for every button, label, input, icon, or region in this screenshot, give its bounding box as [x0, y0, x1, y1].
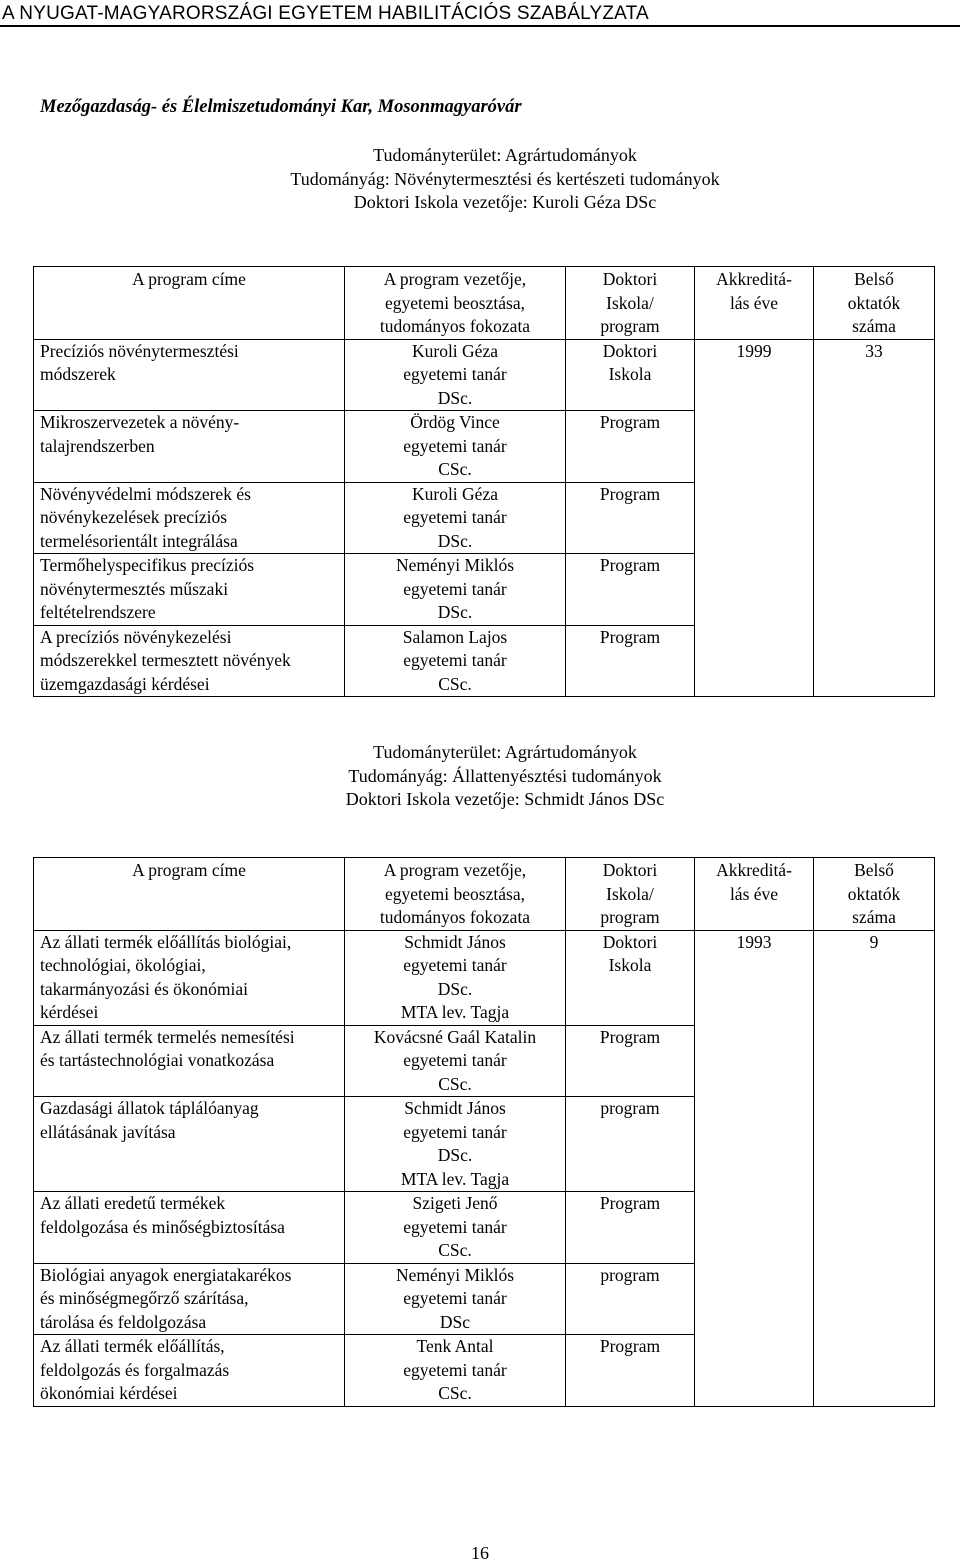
cell-program-title: A precíziós növénykezelési módszerekkel termesztett növények üzemgazdasági kérdései	[34, 625, 345, 697]
section-2-info	[0, 741, 960, 812]
table-row	[34, 930, 935, 1025]
table-row	[34, 1097, 935, 1192]
table-row	[34, 1192, 935, 1264]
cell-internal-staff-count	[814, 1192, 935, 1264]
cell-program-title: Precíziós növénytermesztési módszerek	[34, 339, 345, 411]
cell-internal-staff-count	[814, 1025, 935, 1097]
cell-accreditation-year: 1993	[695, 930, 814, 1025]
cell-program-title: Az állati eredetű termékek feldolgozása és minőségbiztosítása	[34, 1192, 345, 1264]
cell-doctoral-school: program	[566, 1263, 695, 1335]
cell-program-title: Mikroszervezetek a növény- talajrendszerben	[34, 411, 345, 483]
cell-internal-staff-count	[814, 1263, 935, 1335]
cell-internal-staff-count	[814, 625, 935, 697]
cell-accreditation-year	[695, 554, 814, 626]
section-2-head: Doktori Iskola vezetője: Schmidt János DSc	[345, 789, 665, 809]
cell-doctoral-school: Program	[566, 1335, 695, 1407]
header-accreditation-year: Akkreditá- lás éve	[695, 858, 814, 931]
section-2-field: Tudományterület: Agrártudományok	[373, 742, 637, 762]
cell-accreditation-year	[695, 1192, 814, 1264]
cell-program-leader: Schmidt János egyetemi tanár DSc. MTA lev. Tagja	[345, 1097, 566, 1192]
cell-doctoral-school: Program	[566, 411, 695, 483]
cell-doctoral-school: Program	[566, 1025, 695, 1097]
cell-program-title: Az állati termék termelés nemesítési és tartástechnológiai vonatkozása	[34, 1025, 345, 1097]
cell-doctoral-school: Program	[566, 482, 695, 554]
cell-program-leader: Tenk Antal egyetemi tanár CSc.	[345, 1335, 566, 1407]
table-row	[34, 482, 935, 554]
cell-program-title: Biológiai anyagok energiatakarékos és minőségmegőrző szárítása, tárolása és feldolgozása	[34, 1263, 345, 1335]
cell-program-leader: Kovácsné Gaál Katalin egyetemi tanár CSc.	[345, 1025, 566, 1097]
cell-internal-staff-count	[814, 411, 935, 483]
cell-program-leader: Neményi Miklós egyetemi tanár DSc	[345, 1263, 566, 1335]
cell-doctoral-school: Program	[566, 554, 695, 626]
cell-accreditation-year	[695, 482, 814, 554]
table-row	[34, 1025, 935, 1097]
cell-doctoral-school: Program	[566, 625, 695, 697]
cell-internal-staff-count	[814, 1097, 935, 1192]
cell-internal-staff-count	[814, 482, 935, 554]
cell-doctoral-school: program	[566, 1097, 695, 1192]
table-header-row	[34, 858, 935, 931]
table-header-row	[34, 267, 935, 340]
cell-accreditation-year	[695, 1335, 814, 1407]
header-internal-staff-count: Belső oktatók száma	[814, 858, 935, 931]
cell-program-title: Termőhelyspecifikus precíziós növénytermesztés műszaki feltételrendszere	[34, 554, 345, 626]
cell-accreditation-year	[695, 1025, 814, 1097]
cell-program-leader: Szigeti Jenő egyetemi tanár CSc.	[345, 1192, 566, 1264]
header-program-title: A program címe	[34, 267, 345, 340]
table-row	[34, 411, 935, 483]
cell-accreditation-year: 1999	[695, 339, 814, 411]
program-table-1	[33, 266, 935, 697]
document-header-title: A NYUGAT-MAGYARORSZÁGI EGYETEM HABILITÁCIÓS SZABÁLYZATA	[0, 0, 960, 27]
header-doctoral-school: Doktori Iskola/ program	[566, 267, 695, 340]
cell-program-leader: Salamon Lajos egyetemi tanár CSc.	[345, 625, 566, 697]
cell-internal-staff-count: 33	[814, 339, 935, 411]
cell-program-leader: Neményi Miklós egyetemi tanár DSc.	[345, 554, 566, 626]
table-row	[34, 554, 935, 626]
cell-internal-staff-count	[814, 1335, 935, 1407]
program-table-2	[33, 857, 935, 1407]
table-row	[34, 339, 935, 411]
cell-program-leader: Ördög Vince egyetemi tanár CSc.	[345, 411, 566, 483]
cell-program-leader: Kuroli Géza egyetemi tanár DSc.	[345, 339, 566, 411]
header-doctoral-school: Doktori Iskola/ program	[566, 858, 695, 931]
cell-internal-staff-count	[814, 554, 935, 626]
header-internal-staff-count: Belső oktatók száma	[814, 267, 935, 340]
header-program-leader: A program vezetője, egyetemi beosztása, tudományos fokozata	[345, 858, 566, 931]
header-program-leader: A program vezetője, egyetemi beosztása, tudományos fokozata	[345, 267, 566, 340]
cell-program-title: Az állati termék előállítás, feldolgozás és forgalmazás ökonómiai kérdései	[34, 1335, 345, 1407]
cell-program-leader: Kuroli Géza egyetemi tanár DSc.	[345, 482, 566, 554]
cell-program-leader: Schmidt János egyetemi tanár DSc. MTA lev. Tagja	[345, 930, 566, 1025]
page-number: 16	[471, 1543, 489, 1563]
cell-program-title: Növényvédelmi módszerek és növénykezelések precíziós termelésorientált integrálása	[34, 482, 345, 554]
table-row	[34, 1335, 935, 1407]
cell-accreditation-year	[695, 1097, 814, 1192]
section-2-discipline: Tudományág: Állattenyésztési tudományok	[348, 765, 662, 786]
table-row	[34, 1263, 935, 1335]
section-1-info	[0, 144, 960, 215]
cell-doctoral-school: Doktori Iskola	[566, 930, 695, 1025]
cell-doctoral-school: Program	[566, 1192, 695, 1264]
section-1-head: Doktori Iskola vezetője: Kuroli Géza DSc	[353, 192, 657, 212]
cell-accreditation-year	[695, 411, 814, 483]
cell-accreditation-year	[695, 625, 814, 697]
table-row	[34, 625, 935, 697]
cell-doctoral-school: Doktori Iskola	[566, 339, 695, 411]
section-1-discipline: Tudományág: Növénytermesztési és kertészeti tudományok	[290, 168, 720, 189]
faculty-title: Mezőgazdaság- és Élelmiszetudományi Kar, Mosonmagyaróvár	[40, 97, 522, 117]
cell-program-title: Az állati termék előállítás biológiai, technológiai, ökológiai, takarmányozási és ökonómiai kérdései	[34, 930, 345, 1025]
cell-internal-staff-count: 9	[814, 930, 935, 1025]
cell-accreditation-year	[695, 1263, 814, 1335]
cell-program-title: Gazdasági állatok táplálóanyag ellátásának javítása	[34, 1097, 345, 1192]
section-1-field: Tudományterület: Agrártudományok	[373, 145, 637, 165]
header-accreditation-year: Akkreditá- lás éve	[695, 267, 814, 340]
header-program-title: A program címe	[34, 858, 345, 931]
